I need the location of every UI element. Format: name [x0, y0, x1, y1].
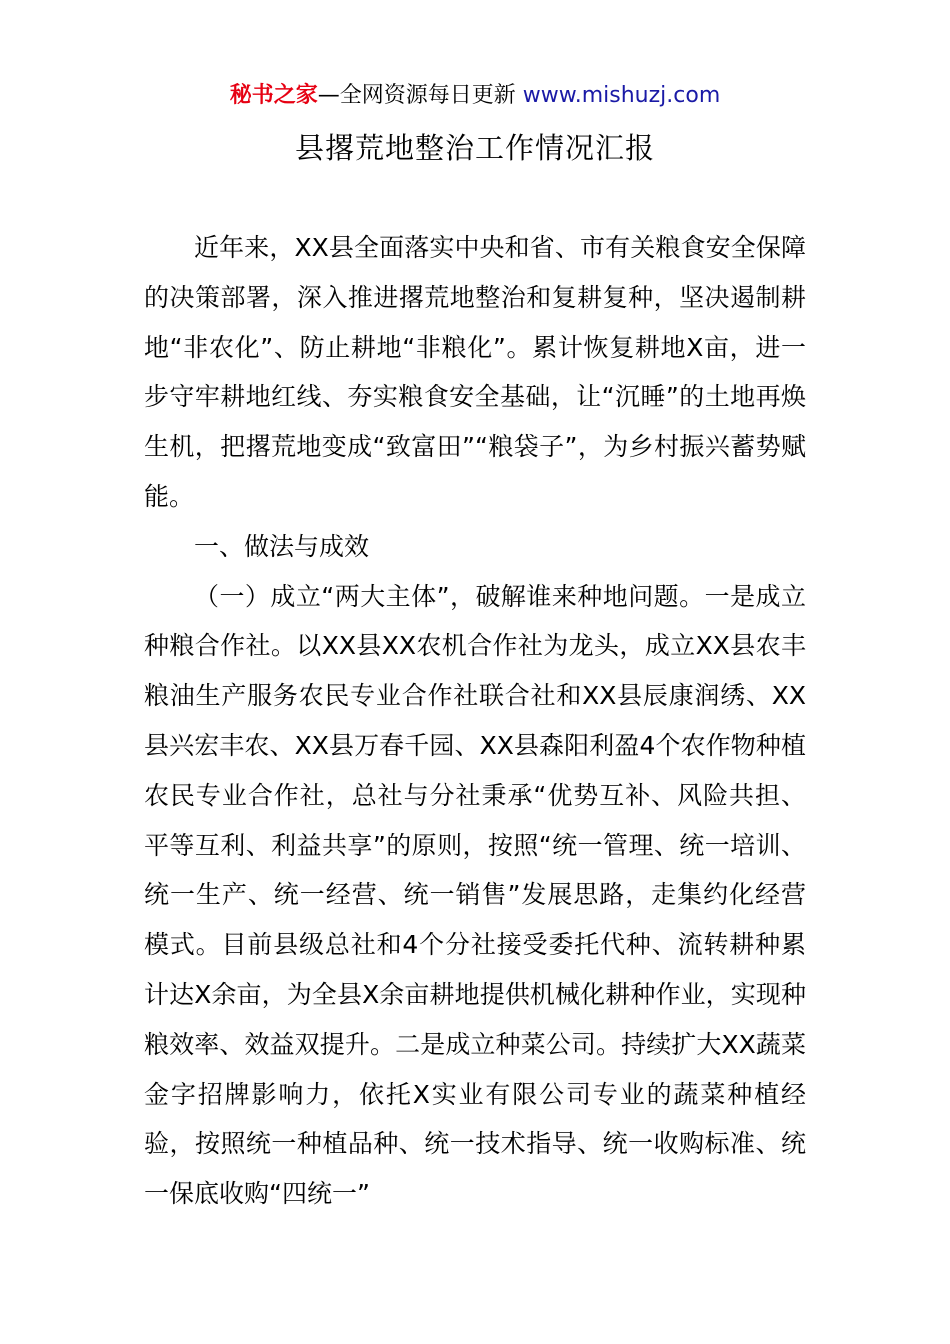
paragraph-section-1: （一）成立“两大主体”，破解谁来种地问题。一是成立种粮合作社。以XX县XX农机合作社为龙头，成立XX县农丰粮油生产服务农民专业合作社联合社和XX县辰康润绣、XX县兴宏丰农、XX县万春千园、XX县森阳利盈4个农作物种植农民专业合作社，总社与分社秉承“优势互补、风险共担、平等互利、利益共享”的原则，按照“统一管理、统一培训、统一生产、统一经营、统一销售”发展思路，走集约化经营模式。目前县级总社和4个分社接受委托代种、流转耕种累计达X余亩，为全县X余亩耕地提供机械化耕种作业，实现种粮效率、效益双提升。二是成立种菜公司。持续扩大XX蔬菜金字招牌影响力，依托X实业有限公司专业的蔬菜种植经验，按照统一种植品种、统一技术指导、统一收购标准、统一保底收购“四统一”: [144, 581, 806, 1209]
site-tagline: —全网资源每日更新: [317, 83, 516, 108]
site-brand: 秘书之家: [229, 83, 318, 108]
section-heading: 一、做法与成效: [194, 531, 370, 561]
document-body: [144, 223, 806, 1219]
paragraph-intro: 近年来，XX县全面落实中央和省、市有关粮食安全保障的决策部署，深入推进撂荒地整治和复耕复种，坚决遏制耕地“非农化”、防止耕地“非粮化”。累计恢复耕地X亩，进一步守牢耕地红线、夯实粮食安全基础，让“沉睡”的土地再焕生机，把撂荒地变成“致富田”“粮袋子”，为乡村振兴蓄势赋能。: [144, 233, 806, 511]
site-url-link[interactable]: www.mishuzj.com: [522, 83, 721, 108]
document-title: 县撂荒地整治工作情况汇报: [294, 131, 655, 165]
site-header: [0, 80, 950, 112]
